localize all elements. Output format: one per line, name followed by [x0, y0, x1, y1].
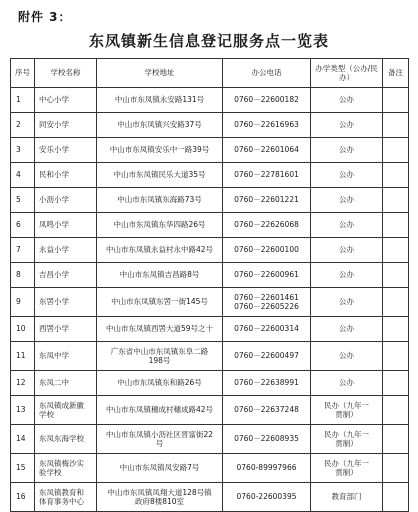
table-row — [11, 425, 409, 454]
table-row — [11, 213, 409, 238]
school-address: 广东省中山市东凤镇东阜二路 198号 — [97, 342, 223, 371]
row-note — [383, 288, 409, 317]
school-address: 中山市东凤镇民乐大道35号 — [97, 163, 223, 188]
row-number: 2 — [11, 113, 35, 138]
header-school-type: 办学类型（公办/民办） — [311, 59, 383, 88]
school-name: 东凤二中 — [35, 371, 97, 396]
row-number: 7 — [11, 238, 35, 263]
office-phone: 0760－22600100 — [223, 238, 311, 263]
school-type: 公办 — [311, 163, 383, 188]
school-type: 公办 — [311, 288, 383, 317]
school-name: 民和小学 — [35, 163, 97, 188]
table-row — [11, 454, 409, 483]
row-number: 14 — [11, 425, 35, 454]
page-title: 东凤镇新生信息登记服务点一览表 — [88, 32, 329, 50]
school-name: 永益小学 — [35, 238, 97, 263]
row-number: 9 — [11, 288, 35, 317]
office-phone: 0760－22616963 — [223, 113, 311, 138]
school-type: 公办 — [311, 213, 383, 238]
school-type: 公办 — [311, 238, 383, 263]
school-name: 同安小学 — [35, 113, 97, 138]
school-type: 公办 — [311, 188, 383, 213]
table-row — [11, 317, 409, 342]
row-note — [383, 263, 409, 288]
school-address: 中山市东凤镇穗成村穗成路42号 — [97, 396, 223, 425]
school-name: 东凤镇成新徽 学校 — [35, 396, 97, 425]
table-row — [11, 342, 409, 371]
row-note — [383, 425, 409, 454]
table-header-row — [11, 59, 409, 88]
school-address: 中山市东凤镇凤安路7号 — [97, 454, 223, 483]
row-number: 12 — [11, 371, 35, 396]
row-note — [383, 238, 409, 263]
school-name: 凤鸣小学 — [35, 213, 97, 238]
office-phone: 0760－22601221 — [223, 188, 311, 213]
school-type: 公办 — [311, 138, 383, 163]
table-row — [11, 138, 409, 163]
school-name: 东凤镇教育和 体育事务中心 — [35, 483, 97, 512]
table-row — [11, 188, 409, 213]
row-number: 1 — [11, 88, 35, 113]
school-address: 中山市东凤镇安乐中一路39号 — [97, 138, 223, 163]
table-row — [11, 483, 409, 512]
school-type: 公办 — [311, 317, 383, 342]
school-name: 东凤东海学校 — [35, 425, 97, 454]
school-type: 公办 — [311, 263, 383, 288]
school-type: 民办（九年一 贯制） — [311, 396, 383, 425]
row-number: 10 — [11, 317, 35, 342]
row-number: 15 — [11, 454, 35, 483]
table-row — [11, 288, 409, 317]
school-address: 中山市东凤镇东罟一街145号 — [97, 288, 223, 317]
row-note — [383, 163, 409, 188]
table-row — [11, 88, 409, 113]
table-row — [11, 396, 409, 425]
office-phone: 0760-22600395 — [223, 483, 311, 512]
row-number: 11 — [11, 342, 35, 371]
row-note — [383, 317, 409, 342]
row-note — [383, 88, 409, 113]
school-type: 教育部门 — [311, 483, 383, 512]
table-row — [11, 238, 409, 263]
office-phone: 0760－22601461 0760－22605226 — [223, 288, 311, 317]
school-address: 中山市东凤镇东海路73号 — [97, 188, 223, 213]
school-name: 东凤镇梅沙实 验学校 — [35, 454, 97, 483]
school-address: 中山市东凤镇吉昌路8号 — [97, 263, 223, 288]
school-name: 吉昌小学 — [35, 263, 97, 288]
school-address: 中山市东凤镇西罟大道59号之十 — [97, 317, 223, 342]
school-name: 西罟小学 — [35, 317, 97, 342]
row-number: 6 — [11, 213, 35, 238]
row-number: 16 — [11, 483, 35, 512]
header-office-phone: 办公电话 — [223, 59, 311, 88]
row-note — [383, 188, 409, 213]
row-note — [383, 454, 409, 483]
school-type: 公办 — [311, 342, 383, 371]
office-phone: 0760－22626068 — [223, 213, 311, 238]
office-phone: 0760－22600182 — [223, 88, 311, 113]
school-address: 中山市东凤镇东和路26号 — [97, 371, 223, 396]
school-address: 中山市东凤镇永安路131号 — [97, 88, 223, 113]
row-note — [383, 396, 409, 425]
school-address: 中山市东凤镇东华四路26号 — [97, 213, 223, 238]
office-phone: 0760－22600961 — [223, 263, 311, 288]
school-address: 中山市东凤镇兴安路37号 — [97, 113, 223, 138]
attachment-label: 附件 3： — [18, 10, 72, 24]
school-type: 公办 — [311, 88, 383, 113]
office-phone: 0760－22600314 — [223, 317, 311, 342]
office-phone: 0760－22601064 — [223, 138, 311, 163]
school-name: 中心小学 — [35, 88, 97, 113]
school-address: 中山市东凤镇凤翔大道128号镇 政府8楼810室 — [97, 483, 223, 512]
school-type: 公办 — [311, 371, 383, 396]
header-no: 序号 — [11, 59, 35, 88]
table-row — [11, 113, 409, 138]
school-type: 民办（九年一 贯制） — [311, 425, 383, 454]
row-number: 4 — [11, 163, 35, 188]
table-row — [11, 371, 409, 396]
office-phone: 0760－22600497 — [223, 342, 311, 371]
row-note — [383, 342, 409, 371]
office-phone: 0760－22608935 — [223, 425, 311, 454]
header-school-name: 学校名称 — [35, 59, 97, 88]
row-number: 3 — [11, 138, 35, 163]
school-name: 安乐小学 — [35, 138, 97, 163]
school-type: 公办 — [311, 113, 383, 138]
office-phone: 0760－22638991 — [223, 371, 311, 396]
row-note — [383, 113, 409, 138]
row-number: 5 — [11, 188, 35, 213]
school-address: 中山市东凤镇永益村永中路42号 — [97, 238, 223, 263]
office-phone: 0760－22637248 — [223, 396, 311, 425]
table-row — [11, 263, 409, 288]
school-name: 小沥小学 — [35, 188, 97, 213]
row-note — [383, 483, 409, 512]
row-note — [383, 213, 409, 238]
row-note — [383, 371, 409, 396]
table-row — [11, 163, 409, 188]
school-type: 民办（九年一 贯制） — [311, 454, 383, 483]
table-body — [11, 88, 409, 512]
office-phone: 0760－22781601 — [223, 163, 311, 188]
office-phone: 0760-89997966 — [223, 454, 311, 483]
school-table — [10, 58, 409, 512]
header-note: 备注 — [383, 59, 409, 88]
header-school-address: 学校地址 — [97, 59, 223, 88]
row-note — [383, 138, 409, 163]
row-number: 13 — [11, 396, 35, 425]
school-address: 中山市东凤镇小沥社区晋富街22 号 — [97, 425, 223, 454]
row-number: 8 — [11, 263, 35, 288]
school-name: 东凤中学 — [35, 342, 97, 371]
school-name: 东罟小学 — [35, 288, 97, 317]
